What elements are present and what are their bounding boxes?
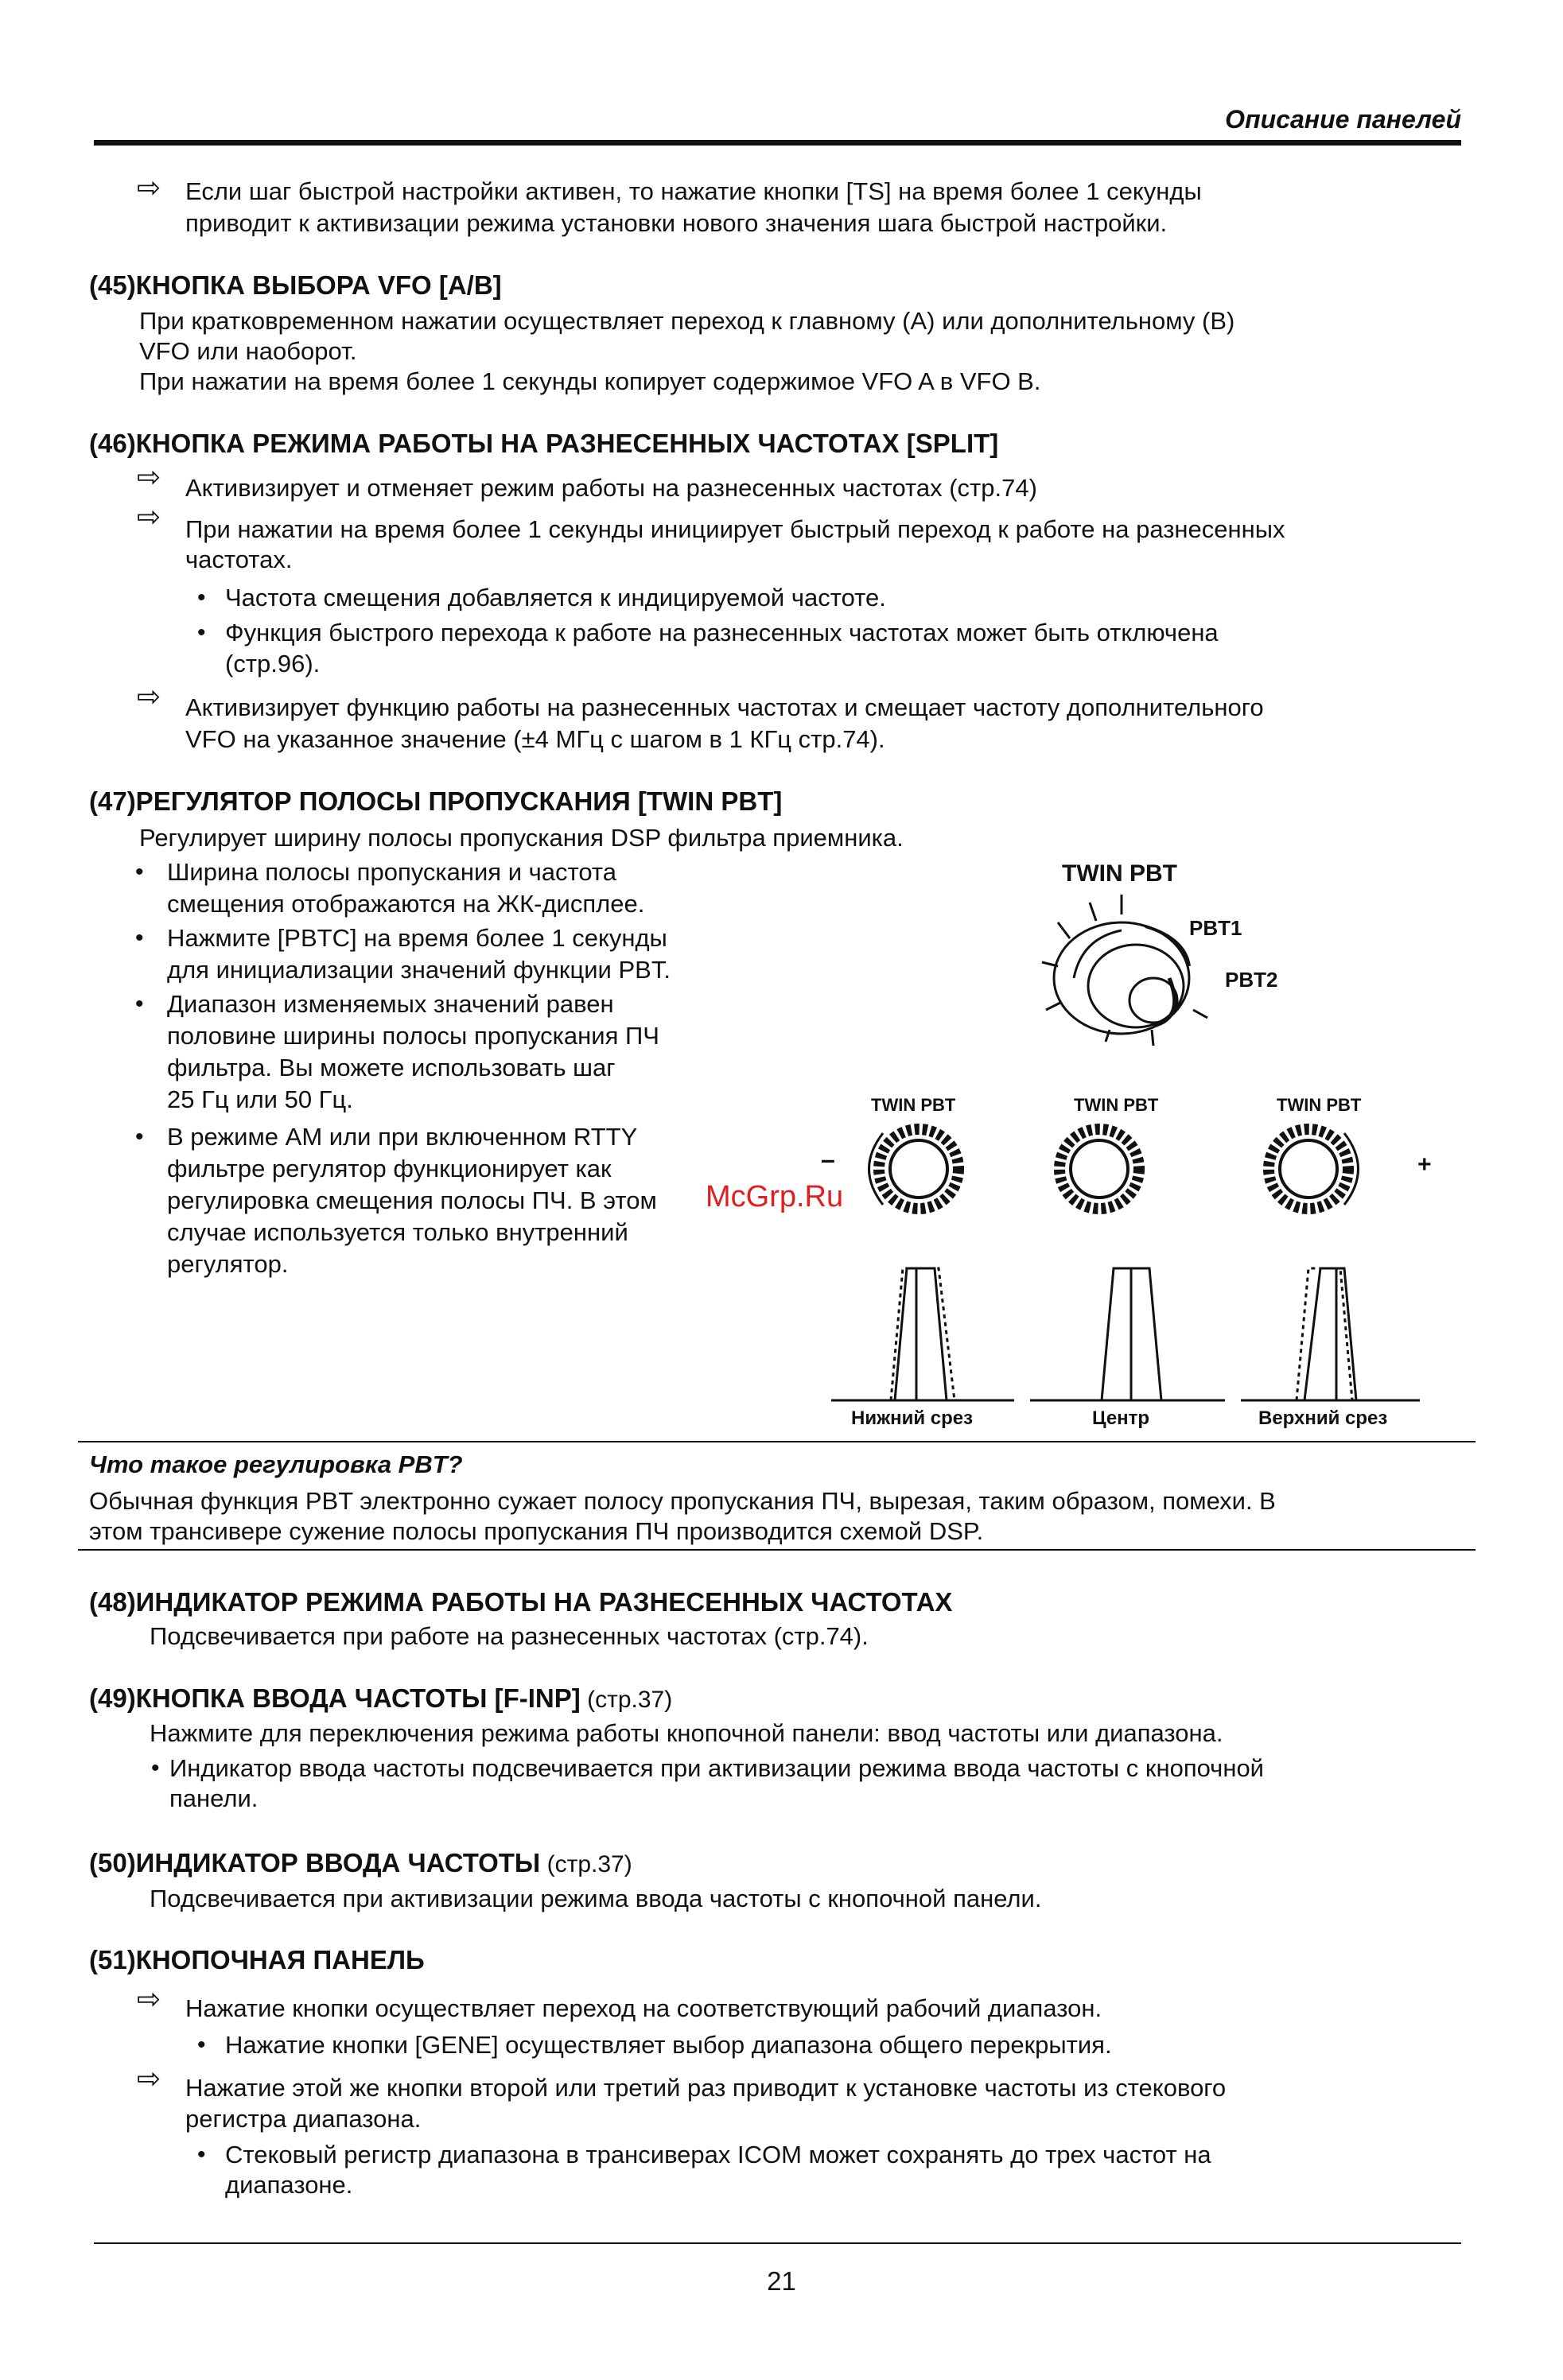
arrow-icon: ⇨: [137, 500, 161, 533]
section-50-ref: (стр.37): [540, 1851, 632, 1877]
section-48-title: (48)ИНДИКАТОР РЕЖИМА РАБОТЫ НА РАЗНЕСЕННЫХ ЧАСТОТАХ: [89, 1587, 953, 1617]
s47-b1-line2: смещения отображаются на ЖК-дисплее.: [167, 890, 645, 918]
s46-a3-line2: VFO на указанное значение (±4 МГц с шагом в 1 КГц стр.74).: [185, 725, 885, 753]
intro-line-2: приводит к активизации режима установки нового значения шага быстрой настройки.: [185, 209, 1168, 237]
footer-rule: [94, 2242, 1461, 2244]
s46-a1: Активизирует и отменяет режим работы на разнесенных частотах (стр.74): [185, 474, 1037, 502]
bullet-icon: •: [135, 859, 144, 885]
pbt2-label: PBT2: [1225, 968, 1278, 992]
section-50-name: (50)ИНДИКАТОР ВВОДА ЧАСТОТЫ: [89, 1848, 541, 1877]
pbt1-label: PBT1: [1189, 916, 1242, 940]
s46-a2-line1: При нажатии на время более 1 секунды инициирует быстрый переход к работе на разнесенных: [185, 515, 1285, 543]
bullet-icon: •: [151, 1755, 160, 1781]
s47-intro: Регулирует ширину полосы пропускания DSP фильтра приемника.: [139, 824, 904, 852]
s51-a2-line2: регистра диапазона.: [185, 2105, 422, 2133]
s51-a2-line1: Нажатие этой же кнопки второй или третий раз приводит к установке частоты из стекового: [185, 2074, 1227, 2102]
s47-b2-line1: Нажмите [PBTC] на время более 1 секунды: [167, 924, 667, 952]
knob-label-right: TWIN PBT: [1277, 1095, 1362, 1115]
caption-center: Центр: [1092, 1407, 1150, 1429]
s47-b3-line1: Диапазон изменяемых значений равен: [167, 990, 614, 1018]
passband-diagrams: [827, 1260, 1432, 1411]
page-number: 21: [767, 2266, 796, 2296]
s47-b4-line2: фильтре регулятор функционирует как: [167, 1155, 612, 1182]
s47-b4-line4: случае используется только внутренний: [167, 1218, 628, 1246]
bullet-icon: •: [135, 1124, 144, 1150]
section-50-title: [89, 1846, 632, 1881]
note-line-2: этом трансивере сужение полосы пропускания ПЧ производится схемой DSP.: [89, 1517, 984, 1545]
s46-a3-line1: Активизирует функцию работы на разнесенных частотах и смещает частоту дополнительного: [185, 693, 1264, 721]
note-line-1: Обычная функция PBT электронно сужает полосу пропускания ПЧ, вырезая, таким образом, помехи. В: [89, 1487, 1276, 1515]
twin-pbt-title: TWIN PBT: [1062, 860, 1177, 887]
section-49-name: (49)КНОПКА ВВОДА ЧАСТОТЫ [F-INP]: [89, 1683, 581, 1713]
caption-high-cut: Верхний срез: [1258, 1407, 1388, 1429]
s46-a2-line2: частотах.: [185, 545, 293, 573]
s46-b2-line2: (стр.96).: [225, 650, 321, 678]
section-49-title: [89, 1682, 672, 1717]
minus-sign: –: [821, 1145, 835, 1174]
caption-low-cut: Нижний срез: [851, 1407, 974, 1429]
plus-sign: +: [1417, 1151, 1432, 1178]
s47-b3-line3: фильтра. Вы можете использовать шаг: [167, 1054, 616, 1081]
s47-b3-line4: 25 Гц или 50 Гц.: [167, 1085, 353, 1113]
intro-line-1: Если шаг быстрой настройки активен, то нажатие кнопки [TS] на время более 1 секунды: [185, 177, 1202, 205]
section-47-title: (47)РЕГУЛЯТОР ПОЛОСЫ ПРОПУСКАНИЯ [TWIN PBT]: [89, 786, 783, 816]
s46-b1: Частота смещения добавляется к индицируемой частоте.: [225, 584, 886, 612]
s51-b2-line1: Стековый регистр диапазона в трансиверах ICOM может сохранять до трех частот на: [225, 2141, 1211, 2168]
s49-p1: Нажмите для переключения режима работы кнопочной панели: ввод частоты или диапазона.: [150, 1719, 1223, 1747]
knob-label-center: TWIN PBT: [1074, 1095, 1159, 1115]
bullet-icon: •: [197, 619, 206, 646]
arrow-icon: ⇨: [137, 460, 161, 493]
section-51-title: (51)КНОПОЧНАЯ ПАНЕЛЬ: [89, 1945, 425, 1974]
s47-b3-line2: половине ширины полосы пропускания ПЧ: [167, 1022, 659, 1050]
knob-label-left: TWIN PBT: [871, 1095, 956, 1115]
s45-p3: При нажатии на время более 1 секунды копирует содержимое VFO A в VFO B.: [139, 367, 1041, 395]
twin-pbt-knob-drawing: [1026, 891, 1233, 1050]
bullet-icon: •: [197, 584, 206, 611]
s47-b4-line5: регулятор.: [167, 1250, 289, 1278]
section-45-title: (45)КНОПКА ВЫБОРА VFO [A/B]: [89, 270, 502, 300]
arrow-icon: ⇨: [137, 1982, 161, 2015]
note-title: Что такое регулировка PBT?: [89, 1450, 463, 1478]
s47-b4-line3: регулировка смещения полосы ПЧ. В этом: [167, 1186, 657, 1214]
arrow-icon: ⇨: [137, 2062, 161, 2095]
s47-b2-line2: для инициализации значений функции PBT.: [167, 956, 671, 984]
section-49-ref: (стр.37): [580, 1687, 673, 1713]
s46-b2-line1: Функция быстрого перехода к работе на разнесенных частотах может быть отключена: [225, 619, 1219, 646]
s45-p2: VFO или наоборот.: [139, 337, 357, 365]
s51-a1: Нажатие кнопки осуществляет переход на соответствующий рабочий диапазон.: [185, 1994, 1102, 2022]
s45-p1: При кратковременном нажатии осуществляет переход к главному (A) или дополнительному (B): [139, 307, 1235, 335]
s47-b1-line1: Ширина полосы пропускания и частота: [167, 858, 617, 886]
knob-center-drawing: [1036, 1117, 1163, 1221]
watermark: McGrp.Ru: [706, 1180, 844, 1213]
bullet-icon: •: [197, 2032, 206, 2058]
knob-right-drawing: [1249, 1117, 1392, 1221]
s51-b2-line2: диапазоне.: [225, 2171, 353, 2199]
s49-b1-line2: панели.: [169, 1784, 259, 1812]
bullet-icon: •: [197, 2141, 206, 2168]
bullet-icon: •: [135, 991, 144, 1017]
knob-left-drawing: [851, 1117, 978, 1221]
s47-b4-line1: В режиме AM или при включенном RTTY: [167, 1123, 638, 1151]
bullet-icon: •: [135, 925, 144, 951]
s51-b1: Нажатие кнопки [GENE] осуществляет выбор диапазона общего перекрытия.: [225, 2031, 1112, 2059]
s48-p1: Подсвечивается при работе на разнесенных частотах (стр.74).: [150, 1622, 869, 1650]
s50-p1: Подсвечивается при активизации режима ввода частоты с кнопочной панели.: [150, 1885, 1042, 1912]
note-top-rule: [78, 1441, 1476, 1442]
header-title: Описание панелей: [1225, 105, 1461, 134]
s49-b1-line1: Индикатор ввода частоты подсвечивается при активизации режима ввода частоты с кнопочной: [169, 1754, 1265, 1782]
header-rule: [94, 140, 1461, 146]
note-bottom-rule: [78, 1549, 1476, 1551]
arrow-icon: ⇨: [137, 680, 161, 712]
arrow-icon: ⇨: [137, 171, 161, 204]
section-46-title: (46)КНОПКА РЕЖИМА РАБОТЫ НА РАЗНЕСЕННЫХ ЧАСТОТАХ [SPLIT]: [89, 429, 999, 458]
